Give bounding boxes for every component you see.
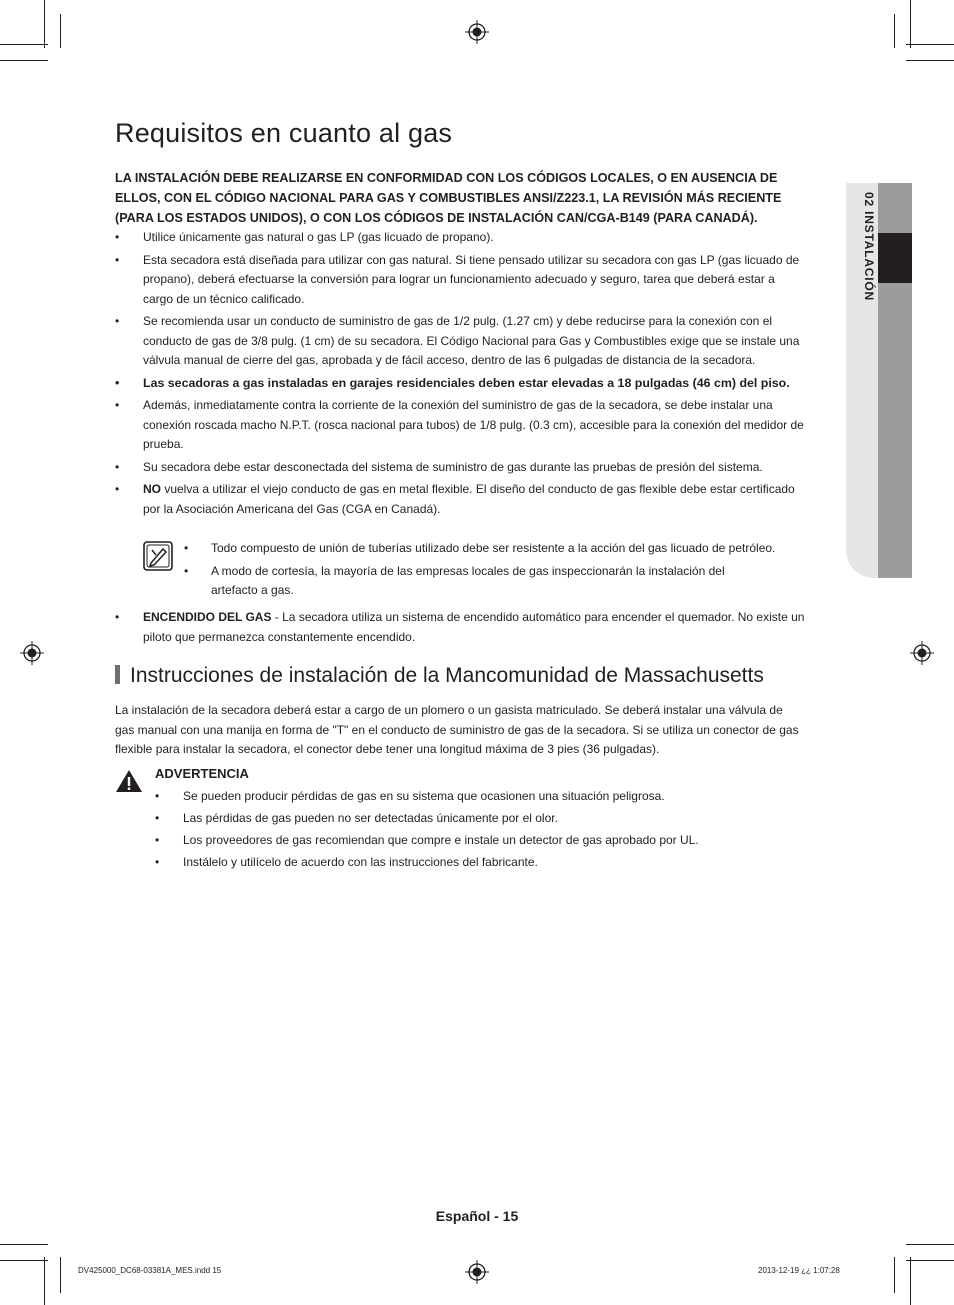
crop-mark [0, 1244, 48, 1245]
list-item-text: A modo de cortesía, la mayoría de las empresas locales de gas inspeccionarán la instalación del artefacto a gas. [211, 563, 725, 597]
list-item [184, 562, 794, 601]
list-item-text: Su secadora debe estar desconectada del sistema de suministro de gas durante las pruebas de presión del sistema. [143, 459, 763, 474]
registration-mark-icon [465, 20, 489, 44]
bullet: • [155, 789, 160, 803]
requirements-list [115, 228, 807, 519]
section-title-text: Instrucciones de instalación de la Mancomunidad de Massachusetts [130, 664, 764, 687]
page-title: Requisitos en cuanto al gas [115, 118, 453, 148]
crop-mark [894, 1257, 895, 1293]
list-item [115, 608, 807, 647]
warning-title: ADVERTENCIA [155, 766, 249, 781]
bullet: • [184, 541, 189, 555]
crop-mark [44, 1257, 45, 1305]
slug-right: 2013-12-19 ¿¿ 1:07:28 [758, 1266, 840, 1275]
intro-paragraph: LA INSTALACIÓN DEBE REALIZARSE EN CONFORMIDAD CON LOS CÓDIGOS LOCALES, O EN AUSENCIA DE ELLOS, CON EL CÓDIGO NACIONAL PARA GAS Y COMBUSTIBLES ANSI/Z223.1, LA REVISIÓN MÁS RECIENTE (PARA LOS ESTADOS UNIDOS), O CON LOS CÓDIGOS DE INSTALACIÓN CAN/CGA-B149 (PARA CANADÁ). [115, 171, 782, 225]
bullet: • [184, 563, 189, 578]
crop-mark [910, 1257, 911, 1305]
list-item [115, 458, 807, 478]
page-number: Español - 15 [435, 1208, 519, 1224]
list-item [155, 831, 805, 851]
list-item-text: Las pérdidas de gas pueden no ser detectadas únicamente por el olor. [183, 811, 558, 825]
crop-mark [910, 0, 911, 48]
crop-mark [906, 44, 954, 45]
ignition-list [115, 608, 807, 647]
section-title [115, 664, 764, 688]
bullet: • [115, 230, 120, 244]
list-item [184, 539, 794, 559]
bullet: • [115, 252, 120, 267]
crop-mark [894, 14, 895, 48]
crop-mark [906, 1260, 954, 1261]
list-item [115, 312, 807, 371]
crop-mark [60, 14, 61, 48]
no-lead: NO [143, 482, 161, 496]
list-item [115, 228, 807, 248]
bullet: • [115, 610, 120, 624]
list-item [155, 787, 805, 807]
note-icon [143, 541, 173, 571]
list-item-text: Todo compuesto de unión de tuberías utilizado debe ser resistente a la acción del gas licuado de petróleo. [211, 541, 776, 555]
bullet: • [155, 811, 160, 825]
list-item-text: Además, inmediatamente contra la corriente de la conexión del suministro de gas de la secadora, se debe instalar una conexión roscada macho N.P.T. (rosca nacional para tubos) de 1/8 pulg. (0.3 cm), accesible para la conexión del medidor de prueba. [143, 398, 804, 451]
crop-mark [906, 60, 954, 61]
section-bar [115, 665, 120, 684]
list-item [115, 374, 807, 394]
list-item-text: Se pueden producir pérdidas de gas en su sistema que ocasionen una situación peligrosa. [183, 789, 665, 803]
section-paragraph: La instalación de la secadora deberá estar a cargo de un plomero o un gasista matriculado. Se deberá instalar una válvula de gas manual con una manija en forma de "T" en el conducto de suministro de gas de la secadora. Si se utiliza un conector de gas flexible para instalar la secadora, el conector debe tener una longitud máxima de 3 pies (36 pulgadas). [115, 703, 799, 756]
bullet: • [115, 398, 120, 412]
note-list [184, 539, 794, 601]
list-item-text: Esta secadora está diseñada para utilizar con gas natural. Si tiene pensado utilizar su secadora con gas LP (gas licuado de propano), deberá efectuarse la conversión para lograr un funcionamiento adecuado y seguro, tarea que deberá estar a cargo de un técnico calificado. [143, 252, 800, 306]
bullet: • [115, 314, 120, 328]
warning-list [155, 787, 805, 873]
crop-mark [906, 1244, 954, 1245]
bullet: • [115, 482, 120, 496]
warning-icon [115, 769, 143, 793]
list-item-text: - La secadora utiliza un sistema de encendido automático para encender el quemador. No existe un piloto que permanezca constantemente encendido. [143, 610, 805, 644]
list-item-text: Instálelo y utilícelo de acuerdo con las instrucciones del fabricante. [183, 855, 538, 869]
crop-mark [44, 0, 45, 48]
crop-mark [0, 60, 48, 61]
list-item-text: vuelva a utilizar el viejo conducto de gas en metal flexible. El diseño del conducto de gas flexible debe estar certificado por la Asociación Americana del Gas (CGA en Canadá). [143, 482, 795, 516]
side-tab-marker [878, 233, 912, 283]
registration-mark-icon [910, 641, 934, 665]
registration-mark-icon [465, 1260, 489, 1284]
list-item-text: Utilice únicamente gas natural o gas LP (gas licuado de propano). [143, 230, 494, 244]
crop-mark [0, 44, 48, 45]
bullet: • [115, 459, 120, 474]
list-item-text: Se recomienda usar un conducto de suministro de gas de 1/2 pulg. (1.27 cm) y debe reducirse para la conexión con el conducto de gas de 3/8 pulg. (1 cm) de su secadora. El Código Nacional para Gas y Combustibles exige que se instale una válvula manual de cierre del gas, aprobada y de fácil acceso, dentro de las 6 pulgadas de distancia de la secadora. [143, 314, 800, 367]
list-item-text: Las secadoras a gas instaladas en garajes residenciales deben estar elevadas a 18 pulgadas (46 cm) del piso. [143, 375, 790, 390]
list-item [115, 396, 807, 455]
bullet: • [155, 833, 160, 847]
list-item-text: Los proveedores de gas recomiendan que compre e instale un detector de gas aprobado por UL. [183, 833, 699, 847]
list-item [155, 809, 805, 829]
list-item [155, 853, 805, 873]
list-item [115, 251, 807, 310]
crop-mark [0, 1260, 48, 1261]
slug-left: DV425000_DC68-03381A_MES.indd 15 [78, 1266, 222, 1275]
crop-mark [60, 1257, 61, 1293]
ignition-lead: ENCENDIDO DEL GAS [143, 610, 272, 624]
bullet: • [155, 855, 160, 869]
bullet: • [115, 375, 120, 390]
list-item [115, 480, 807, 519]
registration-mark-icon [20, 641, 44, 665]
side-tab-label: 02 INSTALACIÓN [862, 192, 876, 301]
